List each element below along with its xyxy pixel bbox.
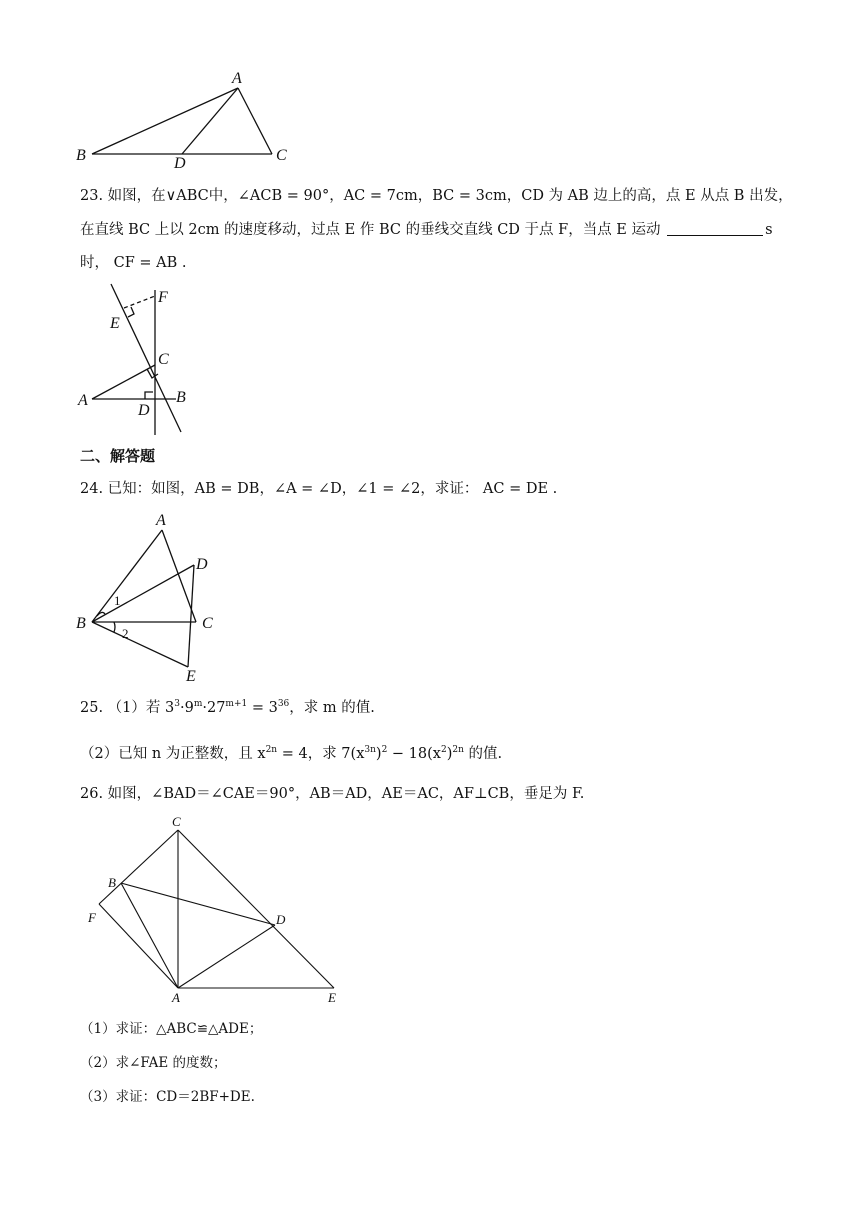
q25-p1-b: ·9	[179, 700, 194, 716]
q24-text: 24. 已知：如图，AB = DB，∠A = ∠D，∠1 = ∠2，求证： AC = DE .	[80, 481, 558, 497]
label-D: D	[138, 402, 150, 419]
q26-sub3: （3）求证：CD＝2BF+DE.	[80, 1089, 255, 1105]
q25-p1-e3: m+1	[225, 699, 248, 709]
q25-p2-e4: 2	[440, 745, 447, 755]
q25-p2-e3: 2	[381, 745, 388, 755]
q23-line2-text: 在直线 BC 上以 2cm 的速度移动，过点 E 作 BC 的垂线交直线 CD 于点 F，当点 E 运动	[80, 222, 661, 238]
label-E: E	[186, 668, 196, 685]
label-C: C	[276, 147, 287, 164]
label-E: E	[110, 315, 120, 332]
q25-p1-e1: 3	[174, 699, 180, 709]
label-D: D	[196, 556, 208, 573]
label-F: F	[88, 910, 96, 925]
label-B: B	[76, 147, 86, 164]
q25-p1-e2: m	[193, 699, 203, 709]
q23-line3: 时， CF = AB .	[80, 255, 187, 271]
q23-line1: 23. 如图，在∨ABC中，∠ACB = 90°，AC = 7cm，BC = 3cm，CD 为 AB 边上的高，点 E 从点 B 出发，	[80, 188, 793, 204]
label-A: A	[78, 392, 88, 409]
label-F: F	[158, 289, 168, 306]
q26-sub2: （2）求∠FAE 的度数；	[80, 1055, 227, 1071]
label-B: B	[76, 615, 86, 632]
label-C: C	[158, 351, 169, 368]
label-C: C	[172, 814, 181, 829]
q25-p2-b: = 4，求 7(x	[277, 746, 365, 762]
label-D: D	[276, 912, 286, 927]
q25-p1-a: 25. （1）若 3	[80, 700, 175, 716]
q25-p1-f: ，求 m 的值.	[289, 700, 375, 716]
label-angle-1: 1	[114, 593, 121, 608]
section-heading: 二、解答题	[80, 447, 156, 465]
q25-p2-e5: 2n	[452, 745, 464, 755]
q25-p1-d: = 3	[247, 700, 278, 716]
q25-p2-f: )	[446, 746, 453, 762]
q25-p2-d: − 18(x	[387, 746, 441, 762]
label-B: B	[176, 389, 186, 406]
label-angle-2: 2	[122, 626, 129, 641]
label-A: A	[232, 70, 242, 87]
label-D: D	[174, 155, 186, 172]
label-A: A	[156, 512, 166, 529]
q25-p1-c: ·27	[202, 700, 226, 716]
label-E: E	[328, 990, 336, 1005]
q26-sub1: （1）求证：△ABC≌△ADE；	[80, 1021, 263, 1037]
q25-p2-g: 的值.	[463, 746, 503, 762]
label-A: A	[172, 990, 180, 1005]
q25-p2-a: （2）已知 n 为正整数，且 x	[80, 746, 266, 762]
q25-p2-e2: 3n	[364, 745, 376, 755]
label-B: B	[108, 875, 116, 890]
q26-stem: 26. 如图，∠BAD＝∠CAE＝90°，AB＝AD，AE＝AC，AF⊥CB，垂足为 F.	[80, 786, 585, 802]
q23-unit: s	[765, 222, 773, 238]
q25-p1-e4: 36	[277, 699, 290, 709]
q25-p2-c: )	[375, 746, 382, 762]
label-C: C	[202, 615, 213, 632]
q25-p2-e1: 2n	[265, 745, 278, 755]
